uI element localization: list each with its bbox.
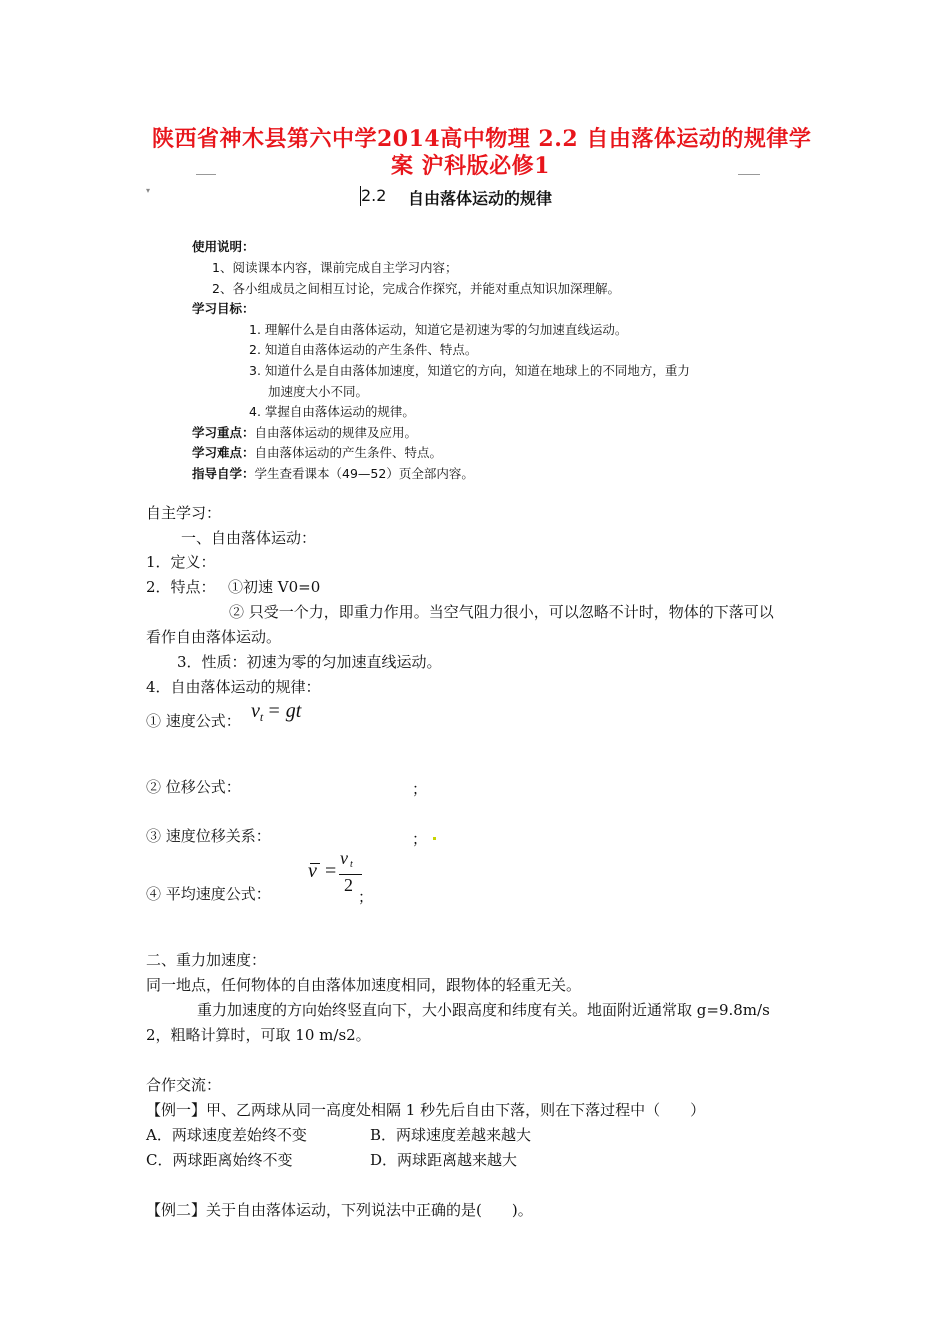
laws-item: 4．自由落体运动的规律：	[146, 678, 321, 696]
fraction-denominator: 2	[344, 875, 353, 895]
option-b: B．两球速度差越来越大	[370, 1126, 532, 1144]
option-d: D．两球距离越来越大	[370, 1151, 518, 1169]
average-velocity-formula	[308, 848, 374, 906]
formula-end: ；	[358, 888, 374, 906]
velocity-formula-label: ① 速度公式：	[146, 712, 241, 730]
goal-4: 4. 掌握自由落体运动的规律。	[249, 404, 415, 419]
goal-3: 3. 知道什么是自由落体加速度，知道它的方向，知道在地球上的不同地方，重力	[249, 363, 690, 378]
option-a: A．两球速度差始终不变	[146, 1126, 307, 1144]
stray-mark	[433, 837, 436, 840]
usage-item-2: 2、各小组成员之间相互讨论，完成合作探究，并能对重点知识加深理解。	[212, 281, 620, 296]
goals-heading: 学习目标：	[192, 301, 255, 316]
feature-1: ①初速 V0=0	[228, 578, 321, 596]
example-1: 【例一】甲、乙两球从同一高度处相隔 1 秒先后自由下落，则在下落过程中（ ）	[146, 1101, 706, 1119]
formula-v: v	[251, 700, 260, 722]
gravity-line1: 同一地点，任何物体的自由落体加速度相同，跟物体的轻重无关。	[146, 976, 582, 994]
displacement-formula-end: ；	[412, 780, 428, 798]
cooperation-heading: 合作交流：	[146, 1076, 222, 1094]
goal-3-cont: 加速度大小不同。	[268, 384, 369, 399]
usage-heading: 使用说明：	[192, 239, 255, 254]
velocity-displacement-end: ；	[412, 830, 428, 848]
goal-1: 1. 理解什么是自由落体运动，知道它是初速为零的匀加速直线运动。	[249, 322, 628, 337]
property-item: 3．性质：初速为零的匀加速直线运动。	[177, 653, 442, 671]
self-study-heading: 自主学习：	[146, 504, 222, 522]
fraction-numerator-sub: t	[350, 859, 353, 870]
velocity-displacement-label: ③ 速度位移关系：	[146, 827, 271, 845]
fraction-numerator: v	[340, 848, 348, 868]
feature-2-line2: 看作自由落体运动。	[146, 628, 282, 646]
formula-equals: =	[325, 860, 337, 882]
guide-point: 指导自学：学生查看课本（49—52）页全部内容。	[192, 466, 474, 481]
gravity-line3: 2，粗略计算时，可取 10 m/s2。	[146, 1026, 371, 1044]
formula-sub-t: t	[259, 710, 264, 725]
document-title-line2: 案 沪科版必修1	[391, 153, 550, 179]
example-2: 【例二】关于自由落体运动，下列说法中正确的是( )。	[146, 1201, 533, 1219]
features-item: 2．特点：	[146, 578, 216, 596]
average-velocity-label: ④ 平均速度公式：	[146, 885, 271, 903]
feature-2-line1: ② 只受一个力，即重力作用。当空气阻力很小，可以忽略不计时，物体的下落可以	[229, 603, 774, 621]
header-rule-right	[738, 174, 760, 175]
header-rule-left	[196, 174, 216, 175]
option-c: C．两球距离始终不变	[146, 1151, 293, 1169]
velocity-formula	[251, 700, 301, 725]
difficulty-point: 学习难点：自由落体运动的产生条件、特点。	[192, 445, 443, 460]
section-title: 自由落体运动的规律	[408, 189, 553, 208]
formula-rhs: = gt	[267, 700, 302, 722]
document-title-line1: 陕西省神木县第六中学2014高中物理 2.2 自由落体运动的规律学	[152, 126, 812, 152]
gravity-line2: 重力加速度的方向始终竖直向下，大小跟高度和纬度有关。地面附近通常取 g=9.8m/s	[197, 1001, 770, 1019]
gravity-heading: 二、重力加速度：	[146, 951, 267, 969]
section-number: 2.2	[361, 186, 387, 205]
key-point: 学习重点：自由落体运动的规律及应用。	[192, 425, 418, 440]
goal-2: 2. 知道自由落体运动的产生条件、特点。	[249, 342, 478, 357]
formula-vbar: v	[308, 860, 317, 882]
section-one-heading: 一、自由落体运动：	[181, 529, 317, 547]
displacement-formula-label: ② 位移公式：	[146, 778, 241, 796]
definition-item: 1．定义：	[146, 553, 216, 571]
margin-mark: ▾	[146, 186, 151, 195]
usage-item-1: 1、阅读课本内容，课前完成自主学习内容；	[212, 260, 458, 275]
